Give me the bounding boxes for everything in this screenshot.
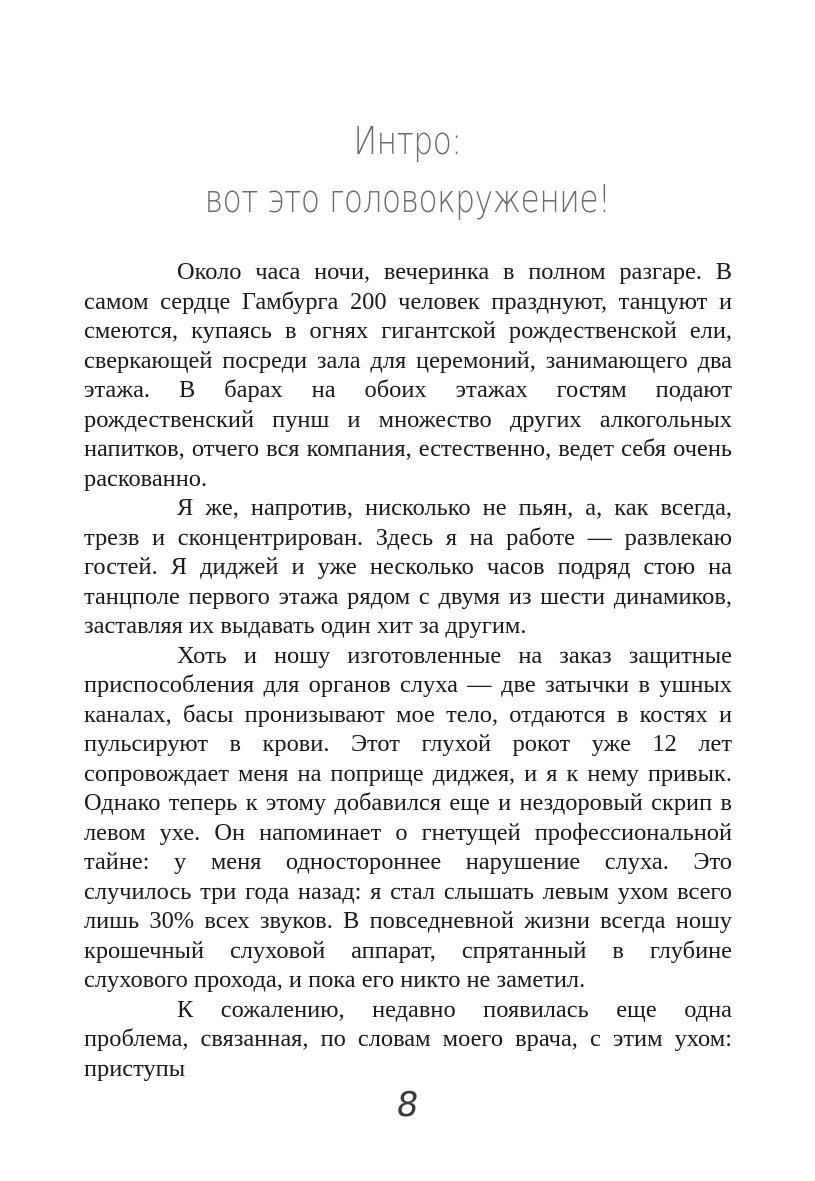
body-text — [84, 257, 732, 1083]
chapter-title-line-1: Интро: — [353, 119, 462, 163]
paragraph: К сожалению, недавно появилась еще одна проблема, связанная, по словам моего врача, с этим ухом: приступы — [84, 995, 732, 1082]
paragraph: Около часа ночи, вечеринка в полном разгаре. В самом сердце Гамбурга 200 человек празднуют, танцуют и смеются, купаясь в огнях гигантской рождественской ели, сверкающей посреди зала для церемоний, занимающего два этажа. В барах на обоих этажах гостям подают рождественский пунш и множество других алкогольных напитков, отчего вся компания, естественно, ведет себя очень раскованно. — [84, 258, 732, 492]
paragraph: Хоть и ношу изготовленные на заказ защитные приспособления для органов слуха — две затычки в ушных каналах, басы пронизывают мое тело, отдаются в костях и пульсируют в крови. Этот глухой рокот уже 12 лет сопровождает меня на поприще диджея, и я к нему привык. Однако теперь к этому добавился еще и нездоровый скрип в левом ухе. Он напоминает о гнетущей профессиональной тайне: у меня одностороннее нарушение слуха. Это случилось три года назад: я стал слышать левым ухом всего лишь 30% всех звуков. В повседневной жизни всегда ношу крошечный слуховой аппарат, спрятанный в глубине слухового прохода, и пока его никто не заметил. — [84, 641, 732, 993]
paragraph: Я же, напротив, нисколько не пьян, а, как всегда, трезв и сконцентрирован. Здесь я на работе — развлекаю гостей. Я диджей и уже несколько часов подряд стою на танцполе первого этажа рядом с двумя из шести динамиков, заставляя их выдавать один хит за другим. — [84, 494, 732, 639]
chapter-title-line-2: вот это головокружение! — [204, 177, 611, 221]
chapter-title — [73, 112, 741, 228]
page-number: 8 — [393, 1085, 422, 1125]
